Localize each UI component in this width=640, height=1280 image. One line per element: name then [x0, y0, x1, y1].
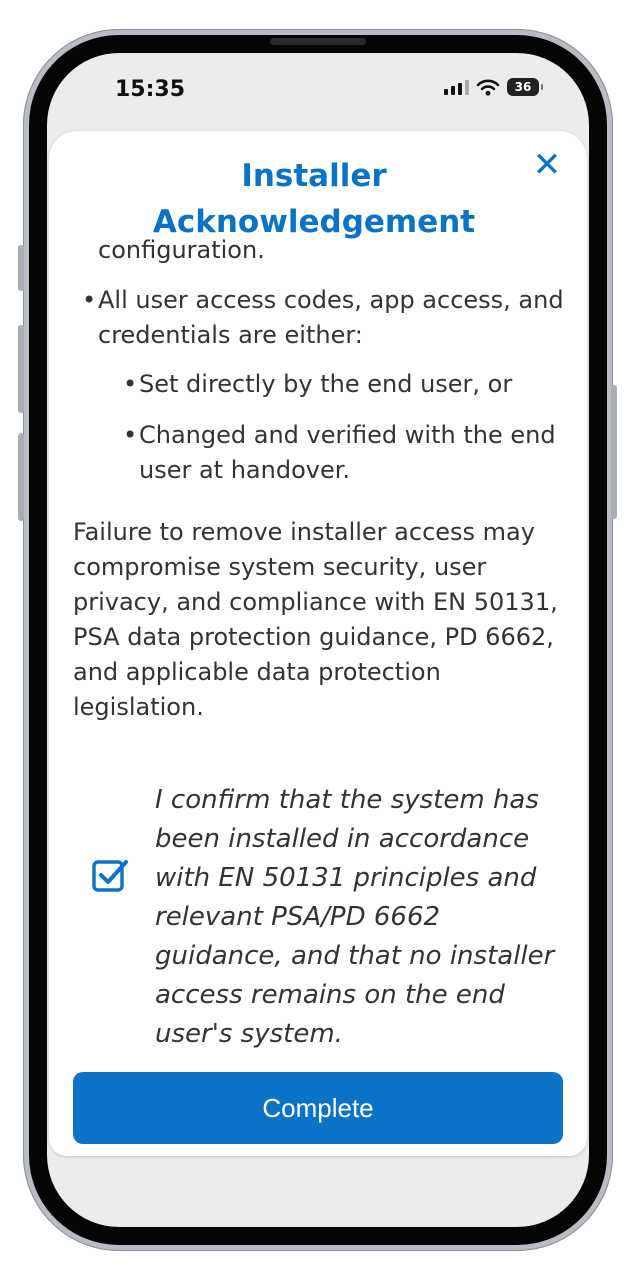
sub-list-item	[123, 418, 569, 488]
list-item	[82, 283, 568, 353]
checkbox-checked-icon[interactable]	[91, 856, 129, 894]
speaker-grille	[270, 38, 366, 45]
screen	[47, 53, 589, 1227]
acknowledgement-modal	[49, 131, 587, 1156]
sub-list-item	[123, 367, 569, 402]
warning-paragraph: Failure to remove installer access may compromise system security, user privacy, and compliance with EN 50131, PSA data protection guidance, PD 6662, and applicable data protection legislation.	[73, 518, 558, 721]
wifi-icon	[477, 79, 499, 96]
confirm-checkbox[interactable]	[91, 856, 129, 894]
power-button	[611, 385, 617, 519]
bullet-text: All user access codes, app access, and credentials are either:	[98, 286, 564, 349]
bullet-dot: •	[123, 370, 138, 398]
status-icons	[444, 78, 539, 96]
modal-title: Installer Acknowledgement	[152, 158, 476, 240]
sub-bullet-text: Set directly by the end user, or	[139, 370, 513, 398]
close-icon[interactable]: ✕	[532, 145, 562, 185]
cut-off-text: configuration.	[98, 236, 265, 264]
modal-scroll-content[interactable]	[49, 236, 587, 811]
mute-switch	[18, 245, 24, 291]
complete-button[interactable]: Complete	[73, 1072, 563, 1144]
close-button[interactable]	[529, 147, 565, 183]
sub-bullet-text: Changed and verified with the end user at handover.	[139, 421, 556, 484]
status-time: 15:35	[115, 77, 186, 102]
volume-up-button	[18, 325, 24, 413]
volume-down-button	[18, 433, 24, 521]
bullet-dot: •	[82, 286, 97, 314]
confirmation-text[interactable]: I confirm that the system has been installed in accordance with EN 50131 principles and relevant PSA/PD 6662 guidance, and that no installer access remains on the end user's system.	[155, 785, 555, 1049]
battery-icon: 36	[507, 78, 539, 96]
cellular-signal-icon	[444, 79, 469, 95]
bullet-dot: •	[123, 421, 138, 449]
